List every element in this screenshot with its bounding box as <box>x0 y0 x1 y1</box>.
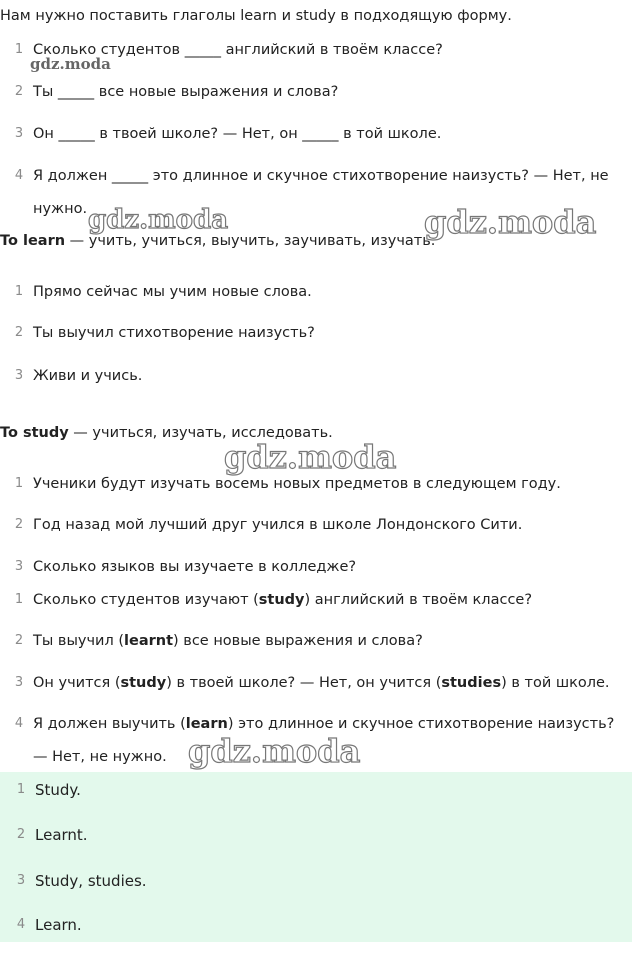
watermark: gdz.moda <box>424 203 597 241</box>
item-number: 2 <box>16 827 26 842</box>
item-number: 1 <box>14 42 24 57</box>
item-number: 2 <box>14 84 24 99</box>
text-part: Он учится ( <box>33 675 121 691</box>
answer-text: Learnt. <box>35 826 88 844</box>
verb-form: study <box>120 675 167 691</box>
text-part: ) в твоей школе? — Нет, он учится ( <box>166 675 442 691</box>
learn-definition: — учить, учиться, выучить, заучивать, изучать. <box>65 233 436 249</box>
item-text <box>33 673 610 693</box>
item-number: 3 <box>14 559 24 574</box>
item-number: 2 <box>14 517 24 532</box>
answers-box <box>0 772 632 942</box>
item-text: Прямо сейчас мы учим новые слова. <box>33 284 312 300</box>
intro-text: Нам нужно поставить глаголы learn и study в подходящую форму. <box>0 8 512 24</box>
item-text: Ты _____ все новые выражения и слова? <box>33 84 339 100</box>
answer-text: Learn. <box>35 916 82 934</box>
verb-form: studies <box>441 675 502 691</box>
text-part: ) это длинное и скучное стихотворение наизусть? <box>227 716 615 732</box>
watermark: gdz.moda <box>188 732 361 770</box>
item-text: Я должен _____ это длинное и скучное стихотворение наизусть? — Нет, не <box>33 168 609 184</box>
watermark: gdz.moda <box>88 205 229 235</box>
item-text: Живи и учись. <box>33 368 143 384</box>
item-text: Сколько языков вы изучаете в колледже? <box>33 559 357 575</box>
item-number: 3 <box>14 368 24 383</box>
item-text: Сколько студентов _____ английский в твоём классе? <box>33 42 443 58</box>
item-text-continued: — Нет, не нужно. <box>33 749 167 765</box>
item-text-continued: нужно. <box>33 201 88 217</box>
verb-form: learn <box>185 716 228 732</box>
item-text <box>33 631 423 651</box>
text-part: Ты выучил ( <box>33 633 125 649</box>
study-definition: — учиться, изучать, исследовать. <box>68 425 333 441</box>
item-text: Ты выучил стихотворение наизусть? <box>33 325 315 341</box>
text-part: ) английский в твоём классе? <box>304 592 533 608</box>
text-part: Сколько студентов изучают ( <box>33 592 259 608</box>
text-part: ) все новые выражения и слова? <box>173 633 423 649</box>
study-term: To study <box>0 425 69 441</box>
item-number: 4 <box>14 168 24 183</box>
item-number: 1 <box>14 476 24 491</box>
item-number: 3 <box>16 873 26 888</box>
text-part: ) в той школе. <box>501 675 610 691</box>
learn-term: To learn <box>0 233 66 249</box>
item-text <box>33 590 532 610</box>
item-number: 1 <box>14 592 24 607</box>
item-number: 1 <box>14 284 24 299</box>
item-text: Он _____ в твоей школе? — Нет, он _____ в той школе. <box>33 126 442 142</box>
verb-form: study <box>258 592 305 608</box>
answer-text: Study. <box>35 781 81 799</box>
item-text: Год назад мой лучший друг учился в школе Лондонского Сити. <box>33 517 523 533</box>
item-number: 2 <box>14 633 24 648</box>
watermark: gdz.moda <box>224 438 397 476</box>
item-number: 4 <box>16 917 26 932</box>
verb-form: learnt <box>124 633 174 649</box>
item-text: Ученики будут изучать восемь новых предметов в следующем году. <box>33 476 561 492</box>
watermark: gdz.moda <box>30 55 111 73</box>
item-number: 2 <box>14 325 24 340</box>
text-part: Я должен выучить ( <box>33 716 186 732</box>
item-number: 4 <box>14 716 24 731</box>
item-number: 3 <box>14 675 24 690</box>
answer-text: Study, studies. <box>35 872 147 890</box>
item-text <box>33 714 614 734</box>
item-number: 3 <box>14 126 24 141</box>
item-number: 1 <box>16 782 26 797</box>
